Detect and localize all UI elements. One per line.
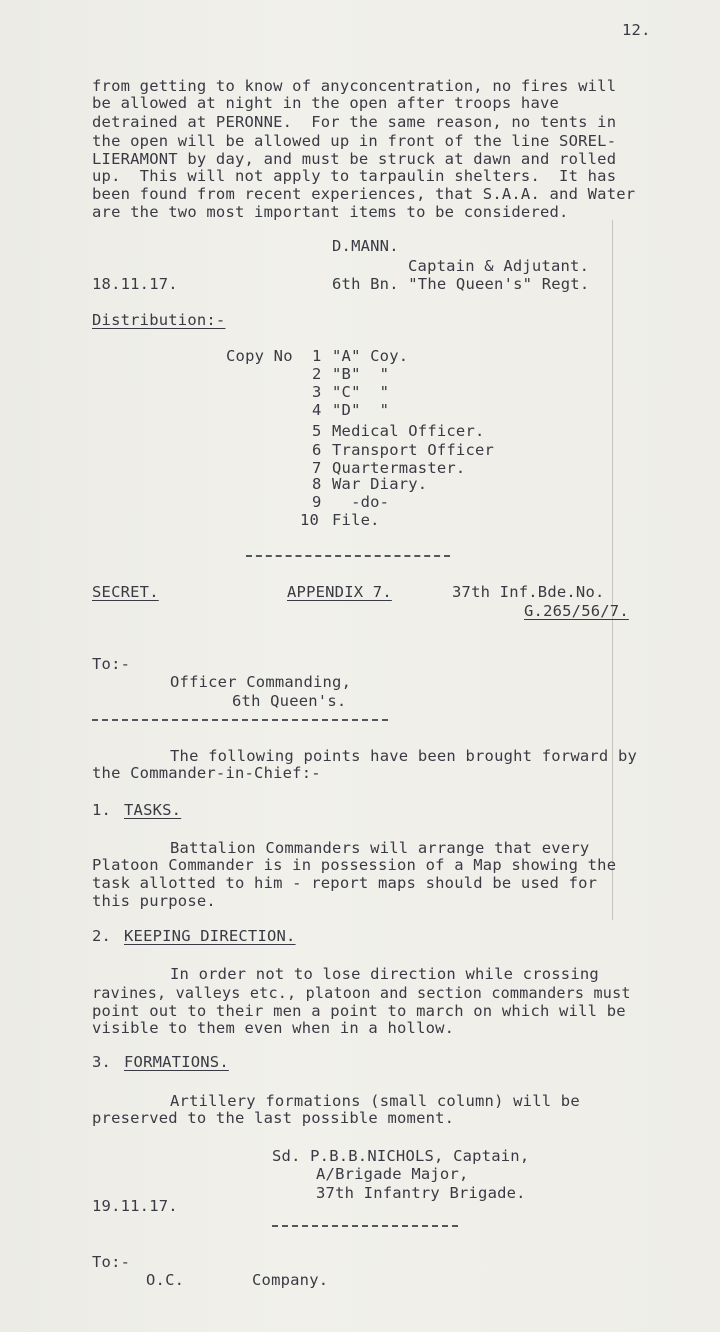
- point-text-line: Battalion Commanders will arrange that every: [170, 839, 590, 857]
- point-text-line: Artillery formations (small column) will be: [170, 1092, 580, 1110]
- copy-number: 10: [300, 511, 320, 529]
- point-number: 1.: [92, 801, 112, 819]
- point-heading: TASKS.: [124, 801, 182, 819]
- secret-label: SECRET.: [92, 583, 159, 601]
- copy-number: 4: [312, 401, 322, 419]
- signature-unit: 6th Bn. "The Queen's" Regt.: [332, 275, 590, 293]
- point-text-line: In order not to lose direction while crossing: [170, 965, 599, 983]
- to-label: To:-: [92, 1253, 131, 1271]
- footer-oc: O.C.: [146, 1271, 185, 1289]
- copy-number: 2: [312, 365, 322, 383]
- copy-recipient: -do-: [332, 493, 390, 511]
- signature-divider: [272, 1225, 458, 1227]
- intro-line: from getting to know of anyconcentration, no fires will: [92, 77, 617, 95]
- page-number: 12.: [622, 21, 651, 39]
- signature-title: Captain & Adjutant.: [408, 257, 590, 275]
- copy-recipient: Quartermaster.: [332, 459, 466, 477]
- point-number: 3.: [92, 1053, 112, 1071]
- point-text-line: ravines, valleys etc., platoon and section commanders must: [92, 984, 631, 1002]
- copy-recipient: "D" ": [332, 401, 390, 419]
- signature-name: D.MANN.: [332, 237, 399, 255]
- copy-recipient: File.: [332, 511, 380, 529]
- point-text-line: visible to them even when in a hollow.: [92, 1019, 455, 1037]
- signature-line: 37th Infantry Brigade.: [316, 1184, 526, 1202]
- point-text-line: preserved to the last possible moment.: [92, 1109, 455, 1127]
- point-heading: KEEPING DIRECTION.: [124, 927, 296, 945]
- copy-number: 1: [312, 347, 322, 365]
- paper-fold: [612, 220, 613, 920]
- letter-date: 19.11.17.: [92, 1197, 178, 1215]
- point-text-line: Platoon Commander is in possession of a Map showing the: [92, 856, 617, 874]
- brigade-reference-number: G.265/56/7.: [524, 602, 629, 620]
- intro-line: detrained at PERONNE. For the same reason, no tents in: [92, 113, 617, 131]
- copy-recipient: War Diary.: [332, 475, 428, 493]
- brigade-reference: 37th Inf.Bde.No.: [452, 583, 605, 601]
- to-label: To:-: [92, 655, 131, 673]
- addressee-line: Officer Commanding,: [170, 673, 352, 691]
- body-intro-line: The following points have been brought forward by: [170, 747, 638, 765]
- copy-recipient: "B" ": [332, 365, 390, 383]
- point-heading: FORMATIONS.: [124, 1053, 229, 1071]
- copy-number: 3: [312, 383, 322, 401]
- intro-line: LIERAMONT by day, and must be struck at dawn and rolled: [92, 150, 617, 168]
- signature-line: Sd. P.B.B.NICHOLS, Captain,: [272, 1147, 530, 1165]
- copy-number: 6: [312, 441, 322, 459]
- intro-line: up. This will not apply to tarpaulin shelters. It has: [92, 167, 617, 185]
- addressee-divider: [92, 719, 388, 721]
- point-text-line: task allotted to him - report maps should be used for: [92, 874, 598, 892]
- section-divider: [246, 555, 450, 557]
- copy-label: Copy No: [226, 347, 293, 365]
- intro-line: been found from recent experiences, that S.A.A. and Water: [92, 185, 636, 203]
- copy-recipient: "A" Coy.: [332, 347, 409, 365]
- footer-company: Company.: [252, 1271, 329, 1289]
- copy-recipient: Medical Officer.: [332, 422, 485, 440]
- intro-line: be allowed at night in the open after troops have: [92, 94, 560, 112]
- copy-number: 9: [312, 493, 322, 511]
- distribution-heading: Distribution:-: [92, 311, 226, 329]
- copy-recipient: "C" ": [332, 383, 390, 401]
- point-number: 2.: [92, 927, 112, 945]
- copy-number: 8: [312, 475, 322, 493]
- copy-number: 7: [312, 459, 322, 477]
- copy-recipient: Transport Officer: [332, 441, 495, 459]
- copy-number: 5: [312, 422, 322, 440]
- body-intro-line: the Commander-in-Chief:-: [92, 764, 321, 782]
- point-text-line: point out to their men a point to march on which will be: [92, 1002, 626, 1020]
- point-text-line: this purpose.: [92, 892, 216, 910]
- letter-date: 18.11.17.: [92, 275, 178, 293]
- intro-line: are the two most important items to be considered.: [92, 203, 569, 221]
- addressee-line: 6th Queen's.: [232, 692, 347, 710]
- signature-line: A/Brigade Major,: [316, 1165, 469, 1183]
- intro-line: the open will be allowed up in front of the line SOREL-: [92, 132, 617, 150]
- appendix-title: APPENDIX 7.: [287, 583, 392, 601]
